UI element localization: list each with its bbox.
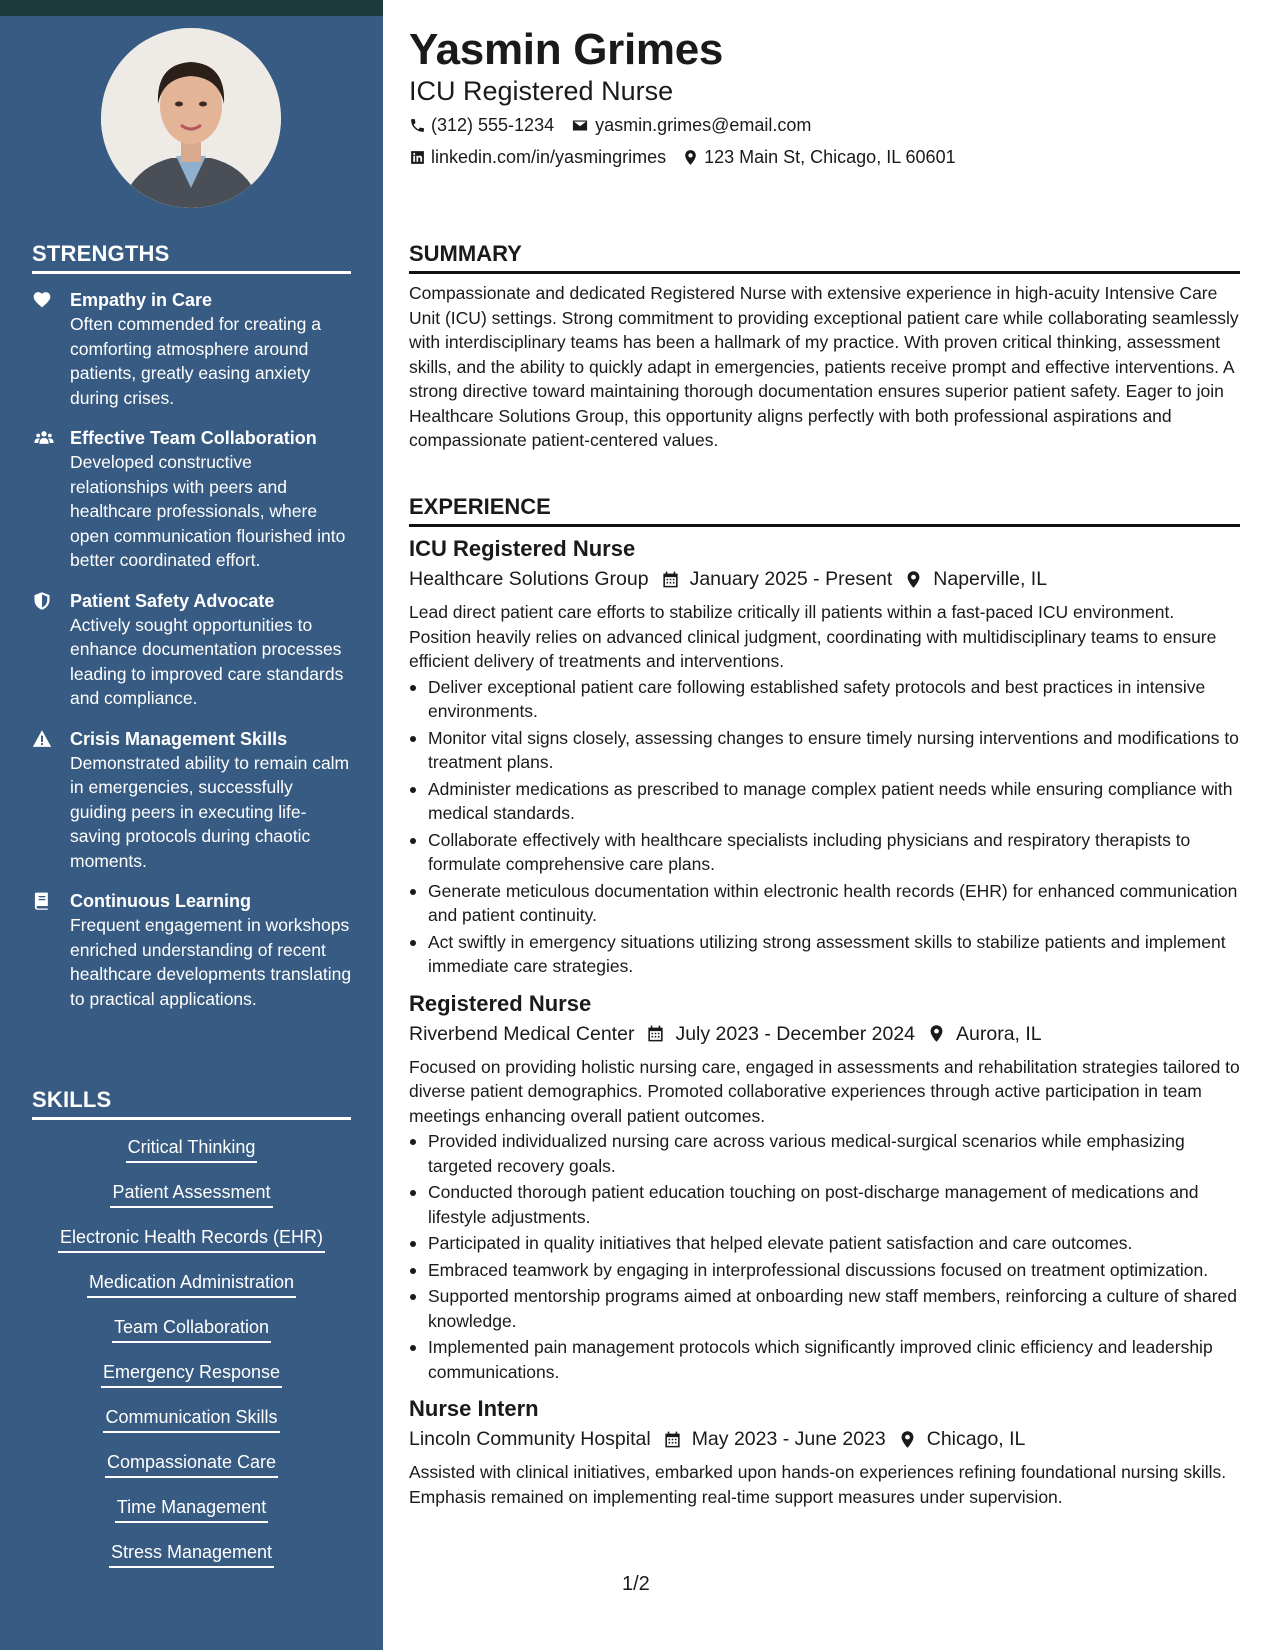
summary-heading: SUMMARY <box>409 241 1240 274</box>
candidate-role: ICU Registered Nurse <box>409 76 674 106</box>
job-title: Registered Nurse <box>409 990 592 1016</box>
contact-phone[interactable] <box>409 113 554 137</box>
skill-label: Communication Skills <box>103 1404 279 1433</box>
profile-photo-image <box>101 28 281 208</box>
skill-label: Compassionate Care <box>105 1449 278 1478</box>
job-meta <box>409 564 1240 594</box>
contact-address <box>682 145 956 169</box>
job-bullet: Embraced teamwork by engaging in interprofessional discussions focused on treatment optimization. <box>409 1258 1240 1283</box>
job-dates <box>661 564 893 594</box>
phone-text: (312) 555-1234 <box>431 115 555 135</box>
address-text: 123 Main St, Chicago, IL 60601 <box>704 147 956 167</box>
job-description: Focused on providing holistic nursing care, engaged in assessments and rehabilitation strategies tailored to diverse patient demographics. Promoted collaborative experiences through active participation in team meetings enhancing overall patient outcomes. <box>409 1056 1240 1126</box>
job-company <box>409 1424 651 1454</box>
dates-text: May 2023 - June 2023 <box>691 1428 886 1450</box>
skill-item <box>32 1314 351 1359</box>
warning-icon <box>32 727 70 874</box>
heart-icon <box>32 288 70 410</box>
job-dates <box>646 1019 915 1049</box>
summary-text: Compassionate and dedicated Registered Nurse with extensive experience in high-acuity Intensive Care Unit (ICU) settings. Strong commitment to providing exceptional patient care while collaborating seamlessly with interdisciplinary teams has been a hallmark of my practice. With proven critical thinking, assessment skills, and the ability to quickly adapt in emergencies, patients receive prompt and effective interventions. A strong directive toward maintaining thorough documentation ensures superior patient safety. Eager to join Healthcare Solutions Group, this opportunity aligns perfectly with both professional aspirations and compassionate patient-centered values. <box>409 283 1239 450</box>
calendar-icon <box>661 570 680 589</box>
users-icon <box>32 426 70 573</box>
company-text: Riverbend Medical Center <box>409 1022 635 1045</box>
location-pin-icon <box>898 1430 917 1449</box>
strength-item <box>32 288 352 410</box>
calendar-icon <box>646 1024 665 1043</box>
job-bullet: Collaborate effectively with healthcare specialists including physicians and respiratory therapists to formulate comprehensive care plans. <box>409 828 1240 877</box>
location-pin-icon <box>927 1024 946 1043</box>
strength-title: Empathy in Care <box>70 290 213 310</box>
contact-linkedin[interactable] <box>409 145 666 169</box>
strength-title: Crisis Management Skills <box>70 728 288 749</box>
job-bullet: Administer medications as prescribed to manage complex patient needs while ensuring compliance with medical standards. <box>409 777 1240 826</box>
job-entry <box>409 534 1240 979</box>
linkedin-icon <box>409 149 426 166</box>
skills-heading: SKILLS <box>32 1087 351 1120</box>
job-title: Nurse Intern <box>409 1396 539 1421</box>
job-location <box>927 1019 1042 1049</box>
strengths-heading: STRENGTHS <box>32 241 351 274</box>
contact-row <box>409 113 827 137</box>
strength-title: Effective Team Collaboration <box>70 428 317 448</box>
book-icon <box>32 889 70 1011</box>
strength-description: Frequent engagement in workshops enriched understanding of recent healthcare developments translating to practical applications. <box>70 915 352 1009</box>
phone-icon <box>409 117 426 134</box>
email-text: yasmin.grimes@email.com <box>595 115 812 135</box>
job-bullet: Deliver exceptional patient care following established safety protocols and best practices in intensive environments. <box>409 675 1240 724</box>
skill-label: Time Management <box>115 1494 268 1523</box>
sidebar <box>0 0 383 1650</box>
dates-text: January 2025 - Present <box>689 568 893 590</box>
strength-description: Often commended for creating a comforting atmosphere around patients, greatly easing anxiety during crises. <box>70 314 321 408</box>
dates-text: July 2023 - December 2024 <box>675 1022 916 1045</box>
skill-item <box>32 1404 351 1449</box>
skill-label: Patient Assessment <box>110 1179 272 1208</box>
skill-item <box>32 1224 351 1269</box>
skill-item <box>32 1449 351 1494</box>
job-meta <box>409 1019 1240 1049</box>
job-title: ICU Registered Nurse <box>409 536 636 561</box>
experience-heading: EXPERIENCE <box>409 494 1240 527</box>
strength-description: Actively sought opportunities to enhance documentation processes leading to improved care standards and compliance. <box>70 614 344 708</box>
strength-description: Demonstrated ability to remain calm in emergencies, successfully guiding peers in executing life-saving protocols during chaotic moments. <box>70 752 350 871</box>
job-bullet: Monitor vital signs closely, assessing changes to ensure timely nursing interventions and modifications to treatment plans. <box>409 726 1240 775</box>
job-bullet: Implemented pain management protocols which significantly improved clinic efficiency and leadership communications. <box>409 1335 1240 1384</box>
strength-description: Developed constructive relationships with peers and healthcare professionals, where open communication flourished into better coordinated effort. <box>70 452 346 570</box>
job-bullet: Conducted thorough patient education touching on post-discharge management of medications and lifestyle adjustments. <box>409 1180 1240 1229</box>
strength-item <box>32 589 352 711</box>
location-pin-icon <box>904 570 923 589</box>
location-text: Naperville, IL <box>933 568 1048 590</box>
job-bullets <box>409 1129 1240 1384</box>
strength-title: Patient Safety Advocate <box>70 590 275 611</box>
strength-item <box>32 727 352 874</box>
skill-item <box>32 1179 351 1224</box>
location-pin-icon <box>682 149 699 166</box>
job-bullet: Provided individualized nursing care across various medical-surgical scenarios while emphasizing targeted recovery goals. <box>409 1129 1240 1178</box>
job-company <box>409 1019 634 1049</box>
contact-row <box>409 145 972 169</box>
skill-label: Critical Thinking <box>126 1134 258 1163</box>
strengths-list <box>32 288 352 1027</box>
skill-label: Stress Management <box>109 1539 274 1568</box>
shield-icon <box>32 589 70 711</box>
job-bullet: Participated in quality initiatives that helped elevate patient satisfaction and care outcomes. <box>409 1231 1240 1256</box>
envelope-icon <box>570 117 590 134</box>
job-entry <box>409 1394 1240 1509</box>
job-location <box>898 1424 1026 1454</box>
job-bullet: Act swiftly in emergency situations utilizing strong assessment skills to stabilize patients and implement immediate care strategies. <box>409 930 1240 979</box>
skill-item <box>32 1359 351 1404</box>
candidate-name: Yasmin Grimes <box>409 25 724 74</box>
job-bullets <box>409 675 1240 979</box>
job-bullet: Supported mentorship programs aimed at onboarding new staff members, reinforcing a culture of shared knowledge. <box>409 1284 1240 1333</box>
job-company <box>409 564 649 594</box>
job-entry <box>409 989 1240 1385</box>
skill-item <box>32 1134 351 1179</box>
job-dates <box>663 1424 886 1454</box>
experience-list <box>409 534 1240 1519</box>
job-description: Lead direct patient care efforts to stabilize critically ill patients within a fast-paced ICU environment. Position heavily relies on advanced clinical judgment, coordinating with multidisciplinary teams to ensure efficient delivery of treatments and interventions. <box>409 602 1217 671</box>
skill-label: Medication Administration <box>87 1269 296 1298</box>
skills-list <box>32 1134 351 1584</box>
job-description: Assisted with clinical initiatives, embarked upon hands-on experiences refining foundational nursing skills. Emphasis remained on implementing real-time support measures under supervision. <box>409 1462 1227 1507</box>
job-location <box>904 564 1047 594</box>
strength-title: Continuous Learning <box>70 891 251 911</box>
location-text: Chicago, IL <box>926 1428 1026 1450</box>
calendar-icon <box>663 1430 682 1449</box>
contact-email[interactable] <box>570 113 811 137</box>
company-text: Lincoln Community Hospital <box>409 1428 651 1450</box>
profile-photo <box>101 28 281 208</box>
linkedin-text: linkedin.com/in/yasmingrimes <box>431 147 667 167</box>
skill-label: Electronic Health Records (EHR) <box>58 1224 325 1253</box>
location-text: Aurora, IL <box>956 1022 1042 1045</box>
job-meta <box>409 1424 1240 1454</box>
sidebar-top-bar <box>0 0 383 16</box>
strength-item <box>32 889 352 1011</box>
page-number: 1/2 <box>622 1573 650 1595</box>
company-text: Healthcare Solutions Group <box>409 568 649 590</box>
skill-item <box>32 1539 351 1584</box>
skill-label: Team Collaboration <box>112 1314 271 1343</box>
strength-item <box>32 426 352 573</box>
skill-item <box>32 1269 351 1314</box>
job-bullet: Generate meticulous documentation within electronic health records (EHR) for enhanced communication and patient continuity. <box>409 879 1240 928</box>
skill-label: Emergency Response <box>101 1359 282 1388</box>
skill-item <box>32 1494 351 1539</box>
